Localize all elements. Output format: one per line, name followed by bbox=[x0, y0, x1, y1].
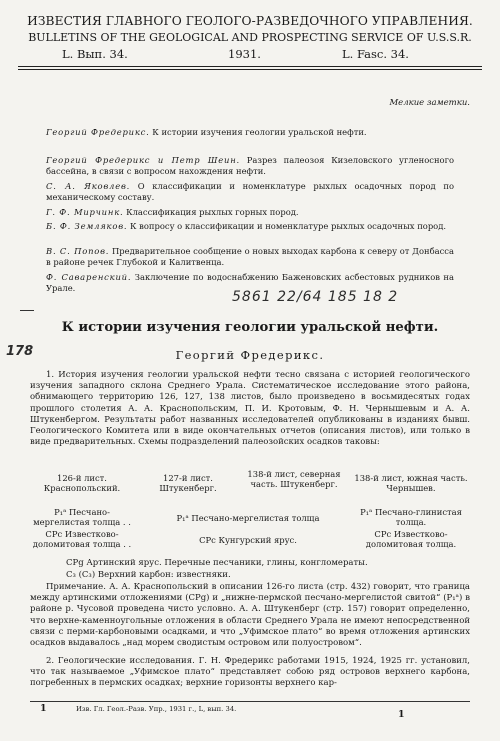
journal-title-ru: ИЗВЕСТИЯ ГЛАВНОГО ГЕОЛОГО-РАЗВЕДОЧНОГО УПРАВЛЕНИЯ. bbox=[27, 14, 473, 28]
contents-item bbox=[46, 221, 454, 232]
table-cell: P₁ᵃ Песчано-мергелистая толща bbox=[176, 513, 320, 523]
article-title: К истории изучения геологии уральской нефти. bbox=[61, 320, 439, 335]
footer-rule bbox=[30, 701, 470, 702]
contents-item bbox=[46, 207, 454, 218]
article-author: Георгий Фредерикс. bbox=[175, 348, 325, 362]
header-rule-thin bbox=[18, 69, 482, 70]
paragraph-2 bbox=[30, 656, 470, 690]
contents-text: О классификации и номенклатуре рыхлых осадочных пород по механическому составу. bbox=[46, 181, 454, 203]
handwritten-margin-note: 178 bbox=[6, 344, 34, 359]
handwritten-stamp-numbers: 5861 22/64 185 18 2 bbox=[232, 289, 399, 305]
volume-ru: L. Вып. 34. bbox=[62, 47, 128, 61]
table-header: 138-й лист, южная часть. Чернышев. bbox=[354, 473, 468, 494]
table-header: 127-й лист. Штукенберг. bbox=[159, 473, 217, 494]
table-header: 138-й лист, северная часть. Штукенберг. bbox=[247, 469, 341, 490]
journal-title-en: BULLETINS OF THE GEOLOGICAL AND PROSPECTING SERVICE OF U.S.S.R. bbox=[28, 31, 472, 44]
stratum-c3: C₃ (C₃) Верхний карбон: известняки. bbox=[66, 570, 231, 580]
contents-author: В. С. Попов. bbox=[46, 246, 110, 256]
contents-author: Георгий Фредерикс и Петр Шеин. bbox=[46, 155, 241, 165]
table-cell: P₁ᵃ Песчано-мергелистая толща . . bbox=[33, 507, 131, 528]
contents-item bbox=[46, 127, 454, 138]
table-cell: CPc Кунгурский ярус. bbox=[199, 535, 297, 545]
contents-text: К истории изучения геологии уральской нефти. bbox=[149, 127, 367, 137]
paragraph-1-text: 1. История изучения геологии уральской нефти тесно связана с историей геологического изучения западного склона Среднего Урала. Систематическое исследование этого района, обнимающего территорию 126, 127, 138 листов, было произведено в восьмидесятых годах прошлого столетия А. А. Краснопольским, П. И. Кротовым, Ф. Н. Чернышевым и А. А. Штукенбергом. Результаты работ названных исследователей опубликованы в изданиях бывш. Геологического Комитета или в виде окончательных отчетов (описания листов), или только в виде предварительных. Схемы подразделений палеозойских осадков таковы: bbox=[30, 370, 470, 448]
volume-en: L. Fasc. 34. bbox=[342, 47, 409, 61]
page-number-right: 1 bbox=[398, 709, 405, 720]
paragraph-2-text: 2. Геологические исследования. Г. Н. Фредерикс работами 1915, 1924, 1925 гг. установил, что так называемое „Уфимское плато“ представляет собою ряд островов верхнего карбона, погребенных в пермских осадках; верхние горизонты верхнего кар- bbox=[30, 656, 470, 689]
table-header: 126-й лист. Краснопольский. bbox=[43, 473, 121, 494]
note-block bbox=[30, 582, 470, 649]
contents-item bbox=[46, 246, 454, 268]
table-cell: CPc Известково-доломитовая толща. bbox=[365, 529, 457, 550]
margin-mark bbox=[20, 310, 34, 311]
page-number-left: 1 bbox=[40, 703, 47, 714]
contents-author: Б. Ф. Земляков. bbox=[46, 221, 128, 231]
contents-author: Ф. Саваренский. bbox=[46, 272, 132, 282]
table-cell: P₁ᵃ Песчано-глинистая толща. bbox=[360, 507, 462, 528]
table-cell: CPc Известково-доломитовая толща . . bbox=[32, 529, 132, 550]
contents-text: Разрез палеозоя Кизеловского угленосного бассейна, в связи с вопросом нахождения нефти. bbox=[46, 155, 454, 177]
contents-item bbox=[46, 181, 454, 203]
year: 1931. bbox=[228, 47, 261, 61]
contents-author: Г. Ф. Мирчинк. bbox=[46, 207, 124, 217]
contents-item bbox=[46, 155, 454, 177]
contents-author: Георгий Фредерикс. bbox=[46, 127, 150, 137]
footer-citation: Изв. Гл. Геол.-Разв. Упр., 1931 г., L, вып. 34. bbox=[76, 705, 237, 713]
contents-text: К вопросу о классификации и номенклатуре рыхлых осадочных пород. bbox=[127, 221, 447, 231]
paragraph-1 bbox=[30, 370, 470, 448]
note-text: Примечание. А. А. Краснопольский в описании 126-го листа (стр. 432) говорит, что граница между артинскими отложениями (CPg) и „нижне-пермской песчано-мергелистой свитой“ (P₁ᵃ) в районе р. Чусовой проведена чисто условно. А. А. Штукенберг (стр. 157) говорит определенно, что верхне-каменноугольные отложения в области Среднего Урала не имеют непосредственной связи с перми-карбоновыми осадками, и что „Уфимское плато“ во время отложения артинских осадков выдавалось „над морем сводистым островом или полуостровом“. bbox=[30, 582, 470, 649]
section-label: Мелкие заметки. bbox=[389, 98, 470, 108]
contents-text: Классификация рыхлых горных пород. bbox=[123, 207, 299, 217]
header-rule bbox=[18, 66, 482, 67]
stratum-cpg: CPg Артинский ярус. Перечные песчаники, глины, конгломераты. bbox=[66, 558, 368, 568]
contents-author: С. А. Яковлев. bbox=[46, 181, 131, 191]
contents-text: Предварительное сообщение о новых выходах карбона к северу от Донбасса в районе речек Глубокой и Калитвенца. bbox=[46, 246, 454, 268]
contents-text: Заключение по водоснабжению Баженовских асбестовых рудников на Урале. bbox=[46, 272, 454, 294]
